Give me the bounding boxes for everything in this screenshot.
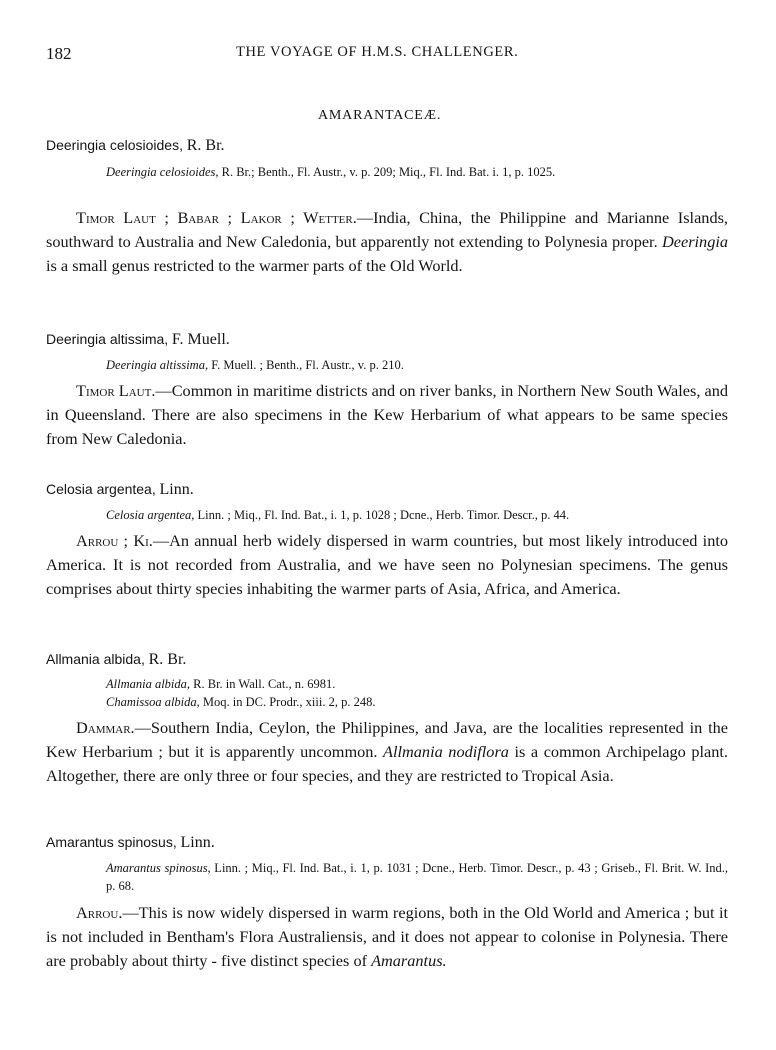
locality-list: Timor Laut. (76, 381, 156, 400)
species-binomial: Deeringia altissima, (46, 331, 169, 347)
synonymy-citation (106, 859, 728, 895)
italic-species: Allmania nodiflora (383, 742, 509, 761)
citation-text: Linn. ; Miq., Fl. Ind. Bat., i. 1, p. 1028 ; Dcne., Herb. Timor. Descr., p. 44. (194, 508, 570, 522)
species-author: R. Br. (186, 137, 225, 154)
citation-name: Deeringia altissima, (106, 358, 209, 372)
species-heading (46, 137, 225, 155)
description-text: —This is now widely dispersed in warm regions, both in the Old World and America ; but it is not included in Bentham's Flora Australiensis, and it does not appear to colonise in Polynesia. There are probably about thirty - five distinct species of (46, 903, 728, 970)
citation-line (106, 859, 728, 895)
species-description (46, 901, 728, 973)
description-text: —Common in maritime districts and on river banks, in Northern New South Wales, and in Queensland. There are also specimens in the Kew Herbarium of what appears to be same species from New Caledonia. (46, 381, 728, 448)
description-text: —Southern India, Ceylon, the Philippines, and Java, are the localities represented in the Kew Herbarium ; but it is apparently uncommon. (46, 718, 728, 761)
page-number: 182 (46, 44, 72, 63)
citation-line (106, 356, 728, 374)
citation-name: Celosia argentea, (106, 508, 195, 522)
species-heading (46, 481, 194, 499)
citation-name: Deeringia celosioides, (106, 165, 219, 179)
description-text-continued: is a small genus restricted to the warmer parts of the Old World. (46, 256, 463, 275)
species-binomial: Amarantus spinosus, (46, 834, 177, 850)
species-description (46, 379, 728, 451)
locality-list: Arrou ; Ki. (76, 531, 153, 550)
italic-genus: Deeringia (661, 232, 728, 251)
species-author: F. Muell. (171, 331, 230, 348)
description-text: —India, China, the Philippine and Marianne Islands, southward to Australia and New Caledonia, but apparently not extending to Polynesia proper. (46, 208, 728, 251)
citation-line (106, 693, 728, 711)
citation-line (106, 675, 728, 693)
species-heading (46, 331, 230, 349)
species-description (46, 716, 728, 788)
species-heading (46, 834, 215, 852)
locality-list: Arrou. (76, 903, 123, 922)
species-description (46, 206, 728, 278)
species-binomial: Celosia argentea, (46, 481, 156, 497)
citation-text: F. Muell. ; Benth., Fl. Austr., v. p. 210. (208, 358, 404, 372)
citation-name: Allmania albida, (106, 677, 191, 691)
citation-name: Chamissoa albida, (106, 695, 200, 709)
citation-text: Linn. ; Miq., Fl. Ind. Bat., i. 1, p. 1031 ; Dcne., Herb. Timor. Descr., p. 43 ; Griseb., Fl. Brit. W. Ind., p. 68. (106, 861, 728, 893)
species-binomial: Allmania albida, (46, 651, 145, 667)
locality-list: Timor Laut ; Babar ; Lakor ; Wetter. (76, 208, 357, 227)
species-binomial: Deeringia celosioides, (46, 137, 183, 153)
running-head: THE VOYAGE OF H.M.S. CHALLENGER. (236, 44, 519, 60)
synonymy-citation (106, 356, 728, 374)
species-author: Linn. (159, 481, 194, 498)
description-text-continued: is a common Archipelago plant. Altogether, there are only three or four species, and they are restricted to Tropical Asia. (46, 742, 728, 785)
citation-text: R. Br.; Benth., Fl. Austr., v. p. 209; Miq., Fl. Ind. Bat. i. 1, p. 1025. (218, 165, 556, 179)
synonymy-citation (106, 163, 728, 181)
synonymy-citation (106, 506, 728, 524)
species-heading (46, 651, 186, 669)
synonymy-citation (106, 675, 728, 711)
species-description (46, 529, 728, 601)
family-heading: AMARANTACEÆ. (318, 108, 442, 123)
italic-genus: Amarantus. (371, 951, 447, 970)
citation-line (106, 163, 728, 181)
citation-text: R. Br. in Wall. Cat., n. 6981. (190, 677, 336, 691)
species-author: Linn. (180, 834, 215, 851)
citation-text: Moq. in DC. Prodr., xiii. 2, p. 248. (199, 695, 376, 709)
locality-list: Dammar. (76, 718, 135, 737)
citation-line (106, 506, 728, 524)
description-text: —An annual herb widely dispersed in warm countries, but most likely introduced into America. It is not recorded from Australia, and we have seen no Polynesian specimens. The genus comprises about thirty species inhabiting the warmer parts of Asia, Africa, and America. (46, 531, 729, 598)
citation-name: Amarantus spinosus, (106, 861, 211, 875)
species-author: R. Br. (148, 651, 187, 668)
